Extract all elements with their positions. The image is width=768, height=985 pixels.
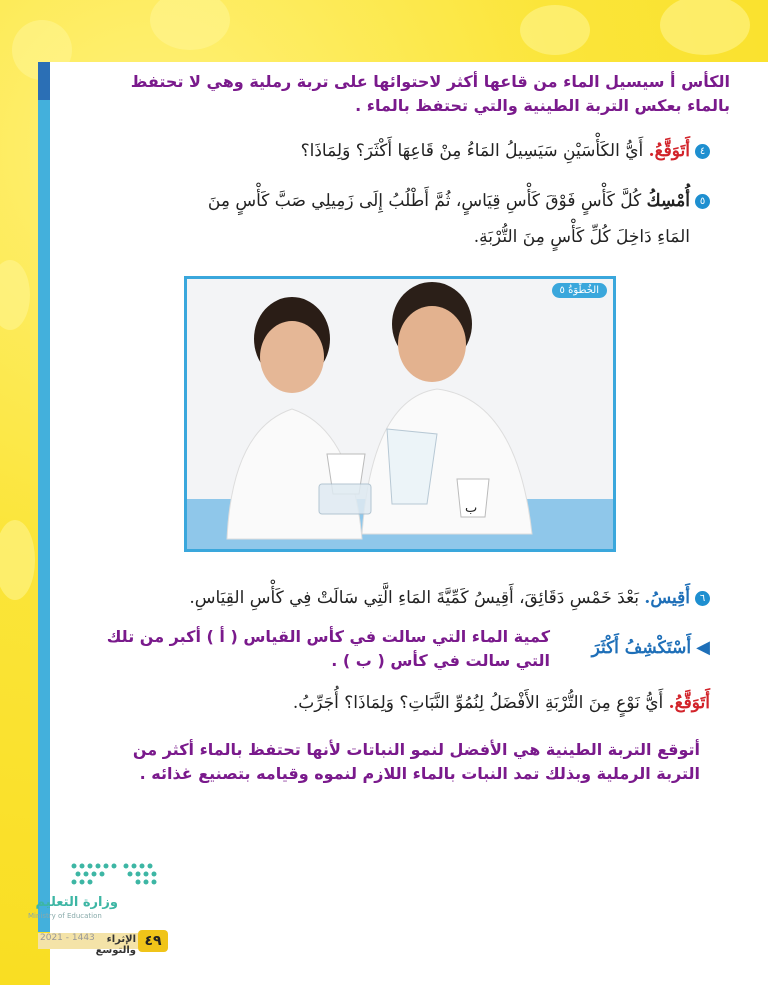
step-number-badge: ٥ xyxy=(695,194,710,209)
footer-section: الإثراء والتوسع xyxy=(95,934,136,956)
students-illustration xyxy=(187,279,613,549)
experiment-photo xyxy=(184,276,616,552)
photo-step-tag: الخُطْوَةُ ٥ xyxy=(552,283,607,298)
step-text: بَعْدَ خَمْسِ دَقَائِقَ، أَقِيسُ كَمِّيَّةَ المَاءِ الَّتِي سَالَتْ فِي كَأْسِ القِيَاسِ. xyxy=(189,588,640,608)
footer-year: 2021 - 1443 xyxy=(40,933,95,943)
step-5-line-2: المَاءِ دَاخِلَ كُلِّ كَأْسٍ مِنَ التُّرْبَةِ. xyxy=(473,227,690,247)
triangle-arrow-icon: ◀ xyxy=(696,637,710,658)
page-number: ٤٩ xyxy=(138,930,168,952)
step-number-badge: ٦ xyxy=(695,591,710,606)
bubble-decoration xyxy=(520,5,590,55)
ministry-logo-dots xyxy=(68,860,164,892)
explore-more-heading xyxy=(560,637,710,658)
ministry-name-ar: وزارة التعليم xyxy=(35,895,118,910)
answer-top: الكأس أ سيسيل الماء من قاعها أكثر لاحتوائها على تربة رملية وهي لا تحتفظ بالماء بعكس التربة الطينية والتي تحتفظ بالماء . xyxy=(130,72,730,115)
predict-question xyxy=(180,690,710,716)
explore-more-label: أَسْتَكْشِفُ أَكْثَرَ xyxy=(591,638,692,658)
step-6 xyxy=(120,585,710,611)
left-strip-top xyxy=(38,62,50,100)
step-text: أَيُّ الكَأْسَيْنِ سَيَسِيلُ المَاءُ مِنْ قَاعِهَا أَكْثَرَ؟ وَلِمَاذَا؟ xyxy=(300,141,644,161)
step-4 xyxy=(180,138,710,164)
step-5 xyxy=(120,188,710,214)
predict-text: أَيُّ نَوْعٍ مِنَ التُّرْبَةِ الأَفْضَلُ لِنُمُوِّ النَّبَاتِ؟ وَلِمَاذَا؟ أُجَرِّبُ. xyxy=(292,693,664,713)
cup-label: ب xyxy=(465,501,478,516)
predict-keyword: أَتَوَقَّعُ. xyxy=(668,693,710,713)
step-text: كُلَّ كَأْسٍ فَوْقَ كَأْسِ قِيَاسٍ، ثُمَّ أَطْلُبُ إِلَى زَمِيلِي صَبَّ كَأْسٍ مِنَ xyxy=(207,191,642,211)
step-keyword: أُمْسِكُ xyxy=(646,191,690,211)
left-color-strip xyxy=(38,62,50,932)
step-keyword: أَقِيسُ. xyxy=(644,588,690,608)
answer-explore: كمية الماء التي سالت في كأس القياس ( أ ) أكبر من تلك التي سالت في كأس ( ب ) . xyxy=(106,627,550,670)
step-number-badge: ٤ xyxy=(695,144,710,159)
ministry-name-en: Ministry of Education xyxy=(28,912,102,920)
answer-predict: أتوقع التربة الطينية هي الأفضل لنمو النباتات لأنها تحتفظ بالماء أكثر من التربة الرملية وبذلك تمد النبات بالماء اللازم لنموه وقيامه بتصنيع غذائه . xyxy=(132,740,700,783)
step-keyword: أَتَوَقَّعُ. xyxy=(648,141,690,161)
